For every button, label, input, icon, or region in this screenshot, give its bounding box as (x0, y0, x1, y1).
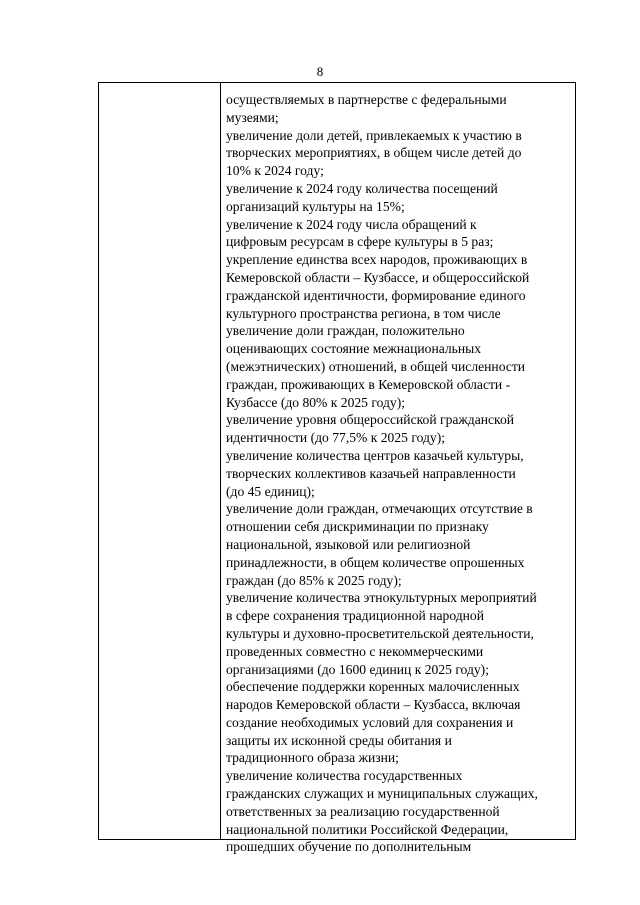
text-line: увеличение количества центров казачьей культуры, (226, 447, 524, 463)
text-line: культуры и духовно-просветительской деятельности, (226, 625, 534, 641)
text-line: культурного пространства региона, в том числе (226, 305, 501, 321)
page-number: 8 (316, 64, 324, 79)
text-line: граждан (до 85% к 2025 году); (226, 572, 402, 588)
text-line: увеличение количества государственных (226, 768, 463, 784)
text-line: национальной, языковой или религиозной (226, 536, 471, 552)
text-line: народов Кемеровской области – Кузбасса, включая (226, 697, 521, 713)
text-line: защиты их исконной среды обитания и (226, 732, 452, 748)
text-line: принадлежности, в общем количестве опрошенных (226, 554, 525, 570)
text-line: организациями (до 1600 единиц к 2025 году); (226, 661, 489, 677)
text-line: гражданских служащих и муниципальных служащих, (226, 786, 538, 802)
text-line: Кемеровской области – Кузбассе, и общероссийской (226, 269, 530, 285)
text-line: Кузбассе (до 80% к 2025 году); (226, 394, 406, 410)
text-line: традиционного образа жизни; (226, 750, 399, 766)
table-left-column (99, 83, 221, 839)
text-line: укрепление единства всех народов, проживающих в (226, 252, 528, 268)
text-line: увеличение к 2024 году количества посещений (226, 180, 498, 196)
text-line: цифровым ресурсам в сфере культуры в 5 раз; (226, 234, 494, 250)
text-line: проведенных совместно с некоммерческими (226, 643, 484, 659)
text-line: музеями; (226, 109, 279, 125)
text-line: в сфере сохранения традиционной народной (226, 608, 484, 624)
text-line: национальной политики Российской Федерации, (226, 821, 509, 837)
text-line: (межэтнических) отношений, в общей численности (226, 358, 526, 374)
text-line: творческих мероприятиях, в общем числе детей до (226, 145, 522, 161)
text-line: идентичности (до 77,5% к 2025 году); (226, 430, 446, 446)
text-line: прошедших обучение по дополнительным (226, 839, 472, 855)
text-line: граждан, проживающих в Кемеровской области - (226, 376, 511, 392)
text-line: увеличение доли граждан, отмечающих отсутствие в (226, 501, 533, 517)
text-line: ответственных за реализацию государственной (226, 803, 500, 819)
text-line: увеличение количества этнокультурных мероприятий (226, 590, 537, 606)
text-line: творческих коллективов казачьей направленности (226, 465, 516, 481)
text-line: гражданской идентичности, формирование единого (226, 287, 526, 303)
text-line: обеспечение поддержки коренных малочисленных (226, 679, 520, 695)
document-table (98, 82, 576, 855)
text-line: увеличение к 2024 году числа обращений к (226, 216, 477, 232)
text-line: организаций культуры на 15%; (226, 198, 405, 214)
text-line: осуществляемых в партнерстве с федеральными (226, 92, 507, 107)
text-line: увеличение уровня общероссийской гражданской (226, 412, 515, 428)
table-right-column (226, 91, 576, 856)
text-line: (до 45 единиц); (226, 483, 315, 499)
text-line: 10% к 2024 году; (226, 163, 324, 179)
text-line: отношении себя дискриминации по признаку (226, 519, 489, 535)
text-line: увеличение доли граждан, положительно (226, 323, 465, 339)
text-line: создание необходимых условий для сохранения и (226, 714, 514, 730)
text-line: увеличение доли детей, привлекаемых к участию в (226, 127, 522, 143)
text-line: оценивающих состояние межнациональных (226, 341, 482, 357)
